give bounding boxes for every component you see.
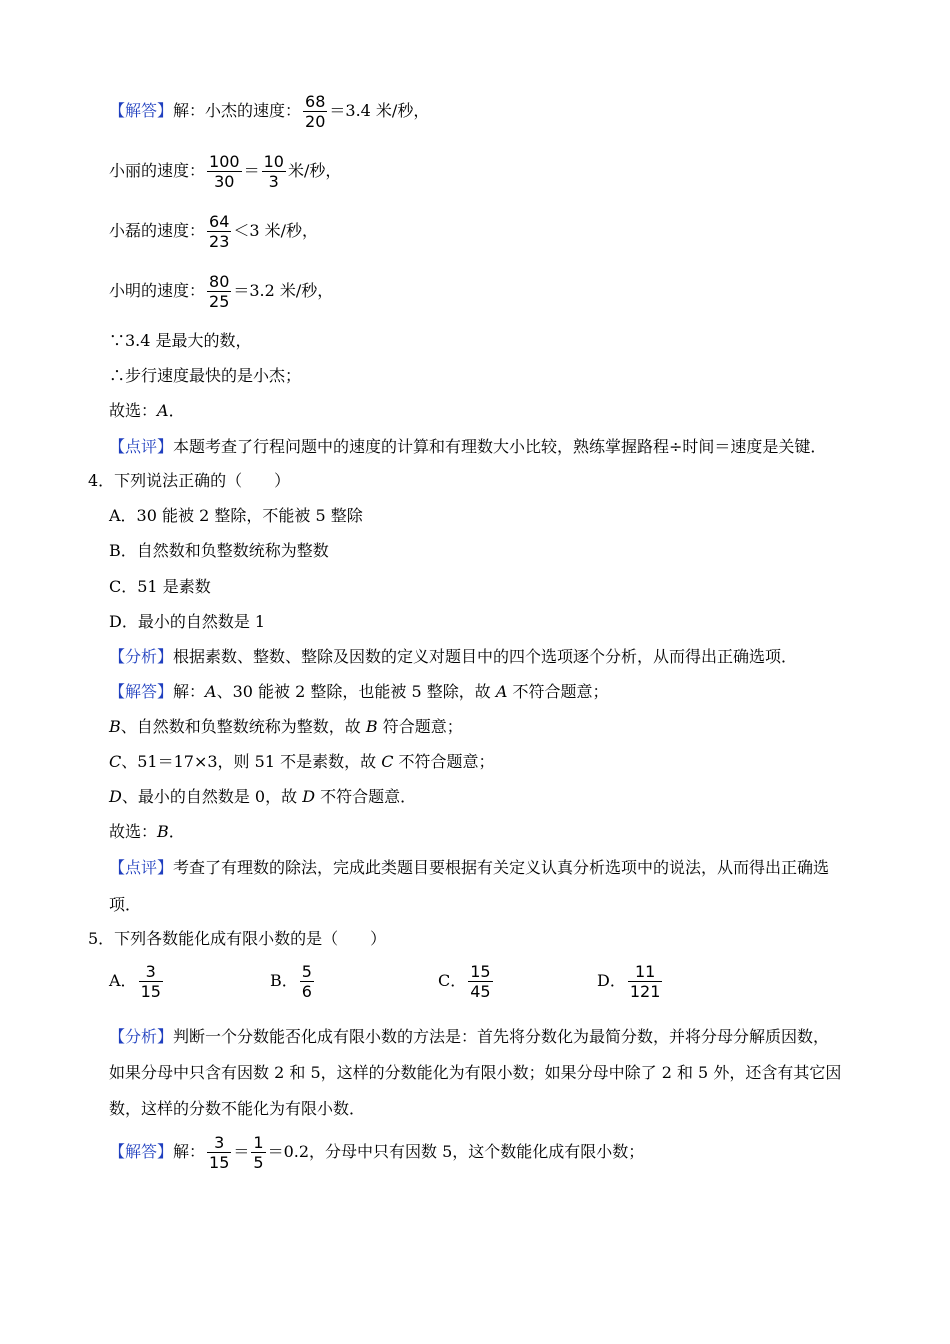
q3-because: ∵3.4 是最大的数， xyxy=(109,331,252,350)
q4-stem: 4．下列说法正确的（ ） xyxy=(88,471,291,490)
q5-option-d: D． $\frac{11}{121}$ xyxy=(597,962,661,1001)
fraction: $\frac{5}{6}$ xyxy=(301,962,312,1001)
q4-option-a: A．30 能被 2 整除，不能被 5 整除 xyxy=(109,506,363,525)
fraction: $\frac{11}{121}$ xyxy=(629,962,661,1001)
q4-answer-a: 【解答】解：A、30 能被 2 整除，也能被 5 整除，故 A 不符合题意； xyxy=(109,682,609,701)
q4-choose: 故选：B． xyxy=(109,822,185,841)
q3-answer-line3: 小磊的速度： $\frac{64}{23}$ ＜3 米/秒， xyxy=(109,212,319,251)
fraction: $\frac{68}{20}$ xyxy=(305,92,326,131)
fraction: $\frac{15}{45}$ xyxy=(470,962,491,1001)
q4-option-d: D．最小的自然数是 1 xyxy=(109,612,266,631)
q5-analysis-line2: 如果分母中只含有因数 2 和 5，这样的分数能化为有限小数；如果分母中除了 2 和 5 外，还含有其它因 xyxy=(109,1063,842,1082)
answer-tag: 【解答】 xyxy=(109,1142,174,1161)
q3-choose: 故选：A． xyxy=(109,401,185,420)
q5-analysis-line1: 【分析】判断一个分数能否化成有限小数的方法是：首先将分数化为最简分数，并将分母分解质因数， xyxy=(109,1027,830,1046)
fraction: $\frac{80}{25}$ xyxy=(209,272,230,311)
q5-option-b: B． $\frac{5}{6}$ xyxy=(270,962,312,1001)
q5-option-c: C． $\frac{15}{45}$ xyxy=(438,962,491,1001)
q4-answer-c: C、51＝17×3，则 51 不是素数，故 C 不符合题意； xyxy=(109,752,495,771)
fraction: $\frac{100}{30}$ xyxy=(209,152,240,191)
comment-tag: 【点评】 xyxy=(109,858,174,877)
q5-analysis-line3: 数，这样的分数不能化为有限小数． xyxy=(109,1099,366,1118)
q5-answer: 【解答】解： $\frac{3}{15}$ ＝ $\frac{1}{5}$ ＝0.2，分母中只有因数 5，这个数能化成有限小数； xyxy=(109,1133,645,1172)
q4-answer-d: D、最小的自然数是 0，故 D 不符合题意． xyxy=(109,787,417,806)
q3-answer-line2: 小丽的速度： $\frac{100}{30}$ ＝ $\frac{10}{3}$ 米/秒， xyxy=(109,152,342,191)
q3-answer-line4: 小明的速度： $\frac{80}{25}$ ＝3.2 米/秒， xyxy=(109,272,334,311)
analysis-tag: 【分析】 xyxy=(109,1027,174,1046)
fraction: $\frac{1}{5}$ xyxy=(253,1133,264,1172)
answer-tag: 【解答】 xyxy=(109,682,174,701)
fraction: $\frac{64}{23}$ xyxy=(209,212,230,251)
q4-answer-b: B、自然数和负整数统称为整数，故 B 符合题意； xyxy=(109,717,463,736)
analysis-tag: 【分析】 xyxy=(109,647,174,666)
q4-analysis: 【分析】根据素数、整数、整除及因数的定义对题目中的四个选项逐个分析，从而得出正确选项． xyxy=(109,647,798,666)
q3-therefore: ∴步行速度最快的是小杰； xyxy=(109,366,302,385)
q3-comment: 【点评】本题考查了行程问题中的速度的计算和有理数大小比较，熟练掌握路程÷时间＝速度是关键． xyxy=(109,437,827,456)
q4-comment-line1: 【点评】考查了有理数的除法，完成此类题目要根据有关定义认真分析选项中的说法，从而得出正确选 xyxy=(109,858,830,877)
q3-answer-line1: 【解答】解：小杰的速度： $\frac{68}{20}$ ＝3.4 米/秒， xyxy=(109,92,430,131)
comment-tag: 【点评】 xyxy=(109,437,174,456)
q4-option-b: B．自然数和负整数统称为整数 xyxy=(109,541,329,560)
q4-option-c: C．51 是素数 xyxy=(109,577,211,596)
fraction: $\frac{10}{3}$ xyxy=(263,152,284,191)
answer-tag: 【解答】 xyxy=(109,101,174,120)
q5-stem: 5．下列各数能化成有限小数的是（ ） xyxy=(88,929,387,948)
q5-option-a: A． $\frac{3}{15}$ xyxy=(109,962,161,1001)
fraction: $\frac{3}{15}$ xyxy=(140,962,161,1001)
q4-comment-line2: 项． xyxy=(109,895,142,914)
fraction: $\frac{3}{15}$ xyxy=(209,1133,230,1172)
